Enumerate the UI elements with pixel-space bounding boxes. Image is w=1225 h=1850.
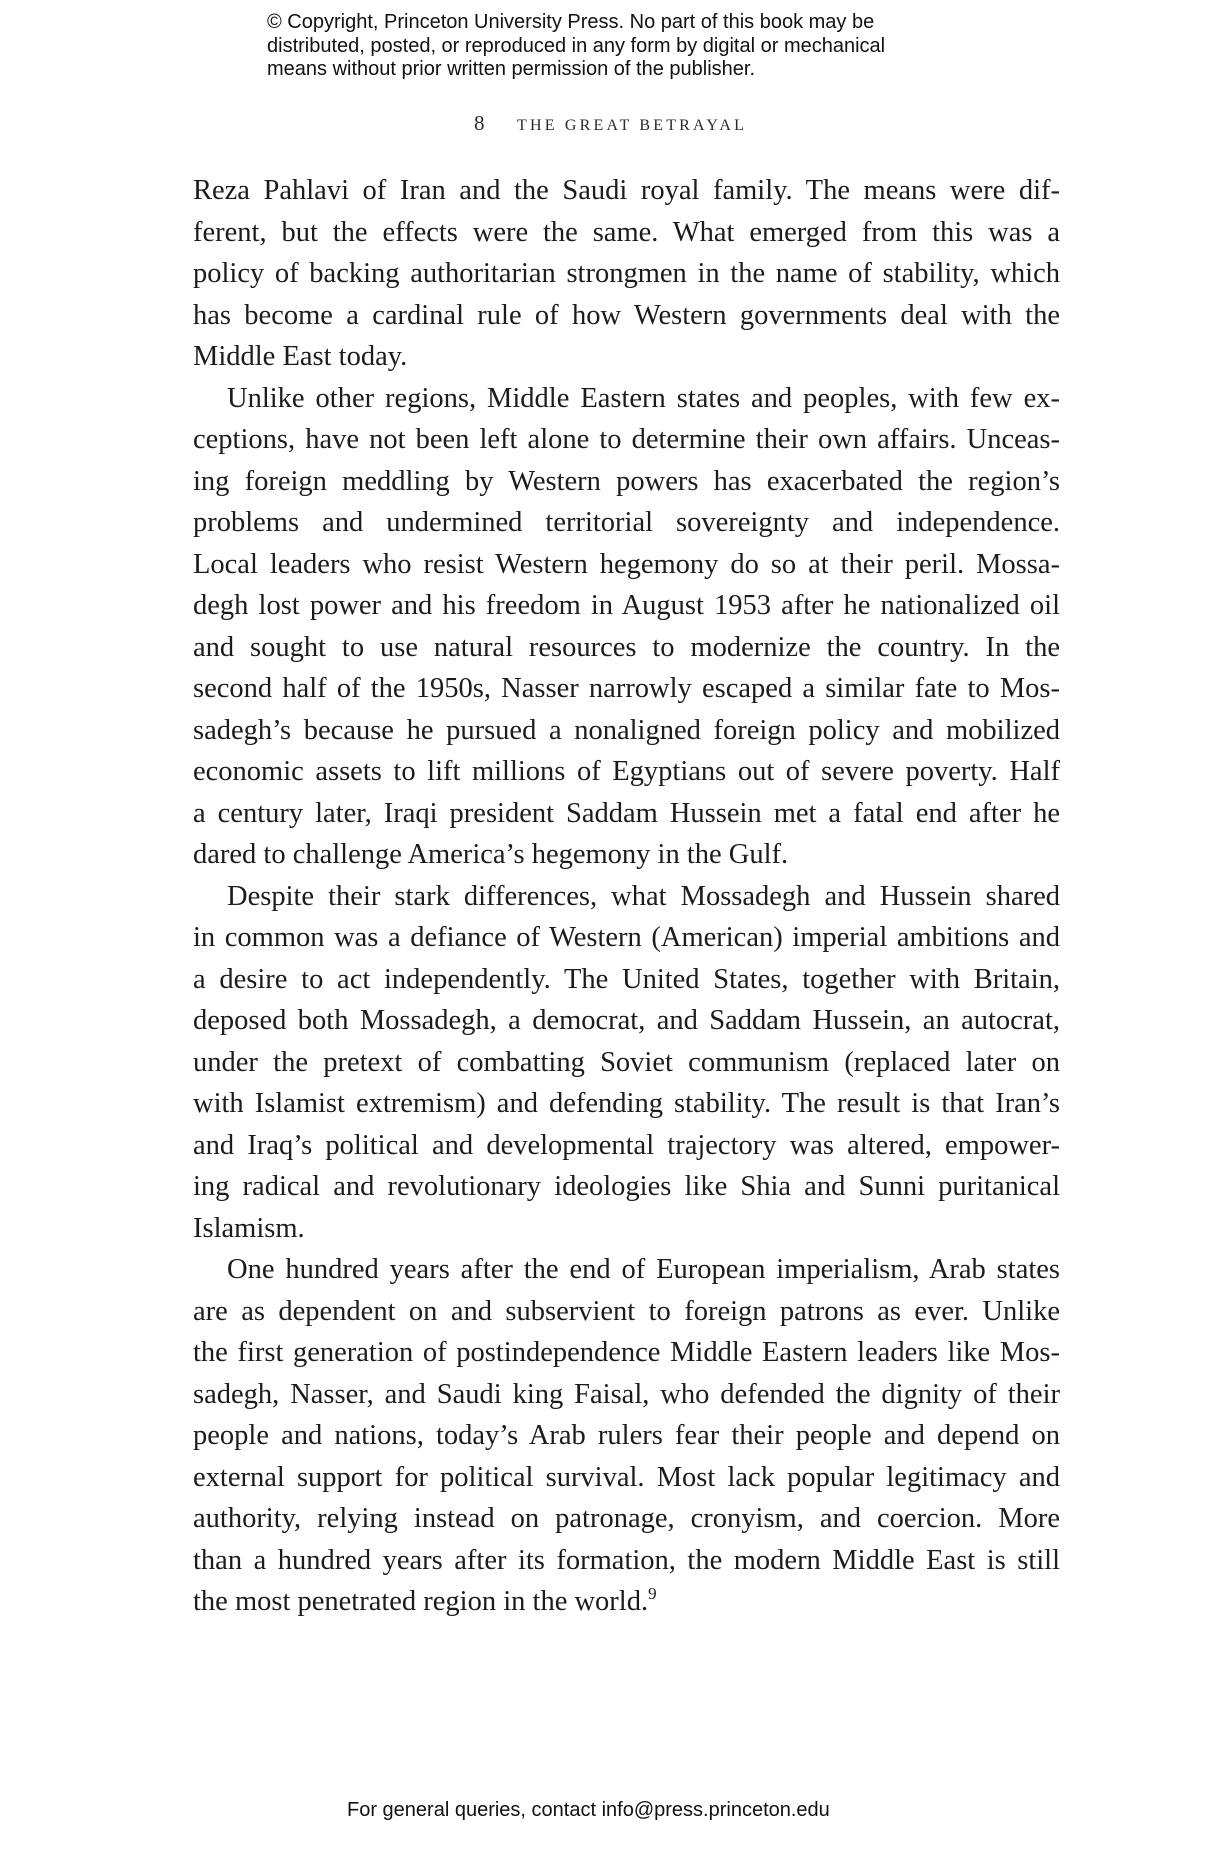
paragraph-4 xyxy=(193,1249,1060,1623)
text-line: Middle East today. xyxy=(193,341,408,372)
text-line: policy of backing authoritarian strongmen in the name of stability, which xyxy=(193,258,1060,289)
copyright-line: distributed, posted, or reproduced in any form by digital or mechanical xyxy=(267,34,886,57)
text-line: Islamism. xyxy=(193,1212,305,1244)
copyright-line: © Copyright, Princeton University Press. No part of this book may be xyxy=(267,11,875,33)
text-line: authority, relying instead on patronage, cronyism, and coercion. More xyxy=(193,1503,1060,1534)
text-line: and sought to use natural resources to modernize the country. In the xyxy=(193,631,1060,663)
contact-footer: For general queries, contact info@press.princeton.edu xyxy=(347,1799,830,1821)
copyright-notice xyxy=(267,11,967,82)
book-title: THE GREAT BETRAYAL xyxy=(517,117,748,134)
text-line: are as dependent on and subservient to foreign patrons as ever. Unlike xyxy=(193,1295,1060,1327)
text-line: ceptions, have not been left alone to determine their own affairs. Unceas- xyxy=(193,424,1060,455)
text-line: dared to challenge America’s hegemony in the Gulf. xyxy=(193,839,789,870)
text-line: deposed both Mossadegh, a democrat, and Saddam Hussein, an autocrat, xyxy=(193,1005,1060,1036)
text-line: and Iraq’s political and developmental trajectory was altered, empower- xyxy=(193,1129,1060,1161)
body-text xyxy=(193,170,1060,1623)
text-line: problems and undermined territorial sovereignty and independence. xyxy=(193,507,1060,538)
page-number: 8 xyxy=(474,111,485,135)
text-line: economic assets to lift millions of Egyptians out of severe poverty. Half xyxy=(193,756,1060,787)
text-line: in common was a defiance of Western (American) imperial ambitions and xyxy=(193,922,1060,953)
text-line: has become a cardinal rule of how Western governments deal with the xyxy=(193,299,1060,331)
text-line: sadegh, Nasser, and Saudi king Faisal, who defended the dignity of their xyxy=(193,1378,1060,1410)
text-line: degh lost power and his freedom in August 1953 after he nationalized oil xyxy=(193,590,1060,621)
paragraph-1 xyxy=(193,170,1060,378)
paragraph-2 xyxy=(193,378,1060,876)
text-line: ing radical and revolutionary ideologies like Shia and Sunni puritanical xyxy=(193,1171,1060,1202)
text-line: the first generation of postindependence Middle Eastern leaders like Mos- xyxy=(193,1337,1060,1368)
text-line: ferent, but the effects were the same. What emerged from this was a xyxy=(193,216,1060,248)
text-line: sadegh’s because he pursued a nonaligned foreign policy and mobilized xyxy=(193,714,1060,746)
text-line: Unlike other regions, Middle Eastern states and peoples, with few ex- xyxy=(227,382,1060,414)
text-line: second half of the 1950s, Nasser narrowly escaped a similar fate to Mos- xyxy=(193,673,1060,704)
text-line: ing foreign meddling by Western powers has exacerbated the region’s xyxy=(193,465,1060,497)
text-line: Reza Pahlavi of Iran and the Saudi royal family. The means were dif- xyxy=(193,175,1060,206)
text-line: external support for political survival. Most lack popular legitimacy and xyxy=(193,1461,1060,1493)
text-line: people and nations, today’s Arab rulers fear their people and depend on xyxy=(193,1420,1060,1451)
text-line: with Islamist extremism) and defending stability. The result is that Iran’s xyxy=(193,1088,1060,1119)
text-line xyxy=(193,1581,1060,1623)
text-line: One hundred years after the end of European imperialism, Arab states xyxy=(227,1254,1060,1285)
text-line: under the pretext of combatting Soviet communism (replaced later on xyxy=(193,1046,1060,1078)
text-line: Local leaders who resist Western hegemony do so at their peril. Mossa- xyxy=(193,548,1060,580)
text-line-content: the most penetrated region in the world. xyxy=(193,1586,649,1617)
text-line: a desire to act independently. The United States, together with Britain, xyxy=(193,963,1060,995)
paragraph-3 xyxy=(193,876,1060,1250)
footnote-reference[interactable]: 9 xyxy=(648,1584,657,1603)
copyright-line: means without prior written permission of the publisher. xyxy=(267,58,756,80)
text-line: Despite their stark differences, what Mossadegh and Hussein shared xyxy=(227,880,1060,912)
text-line: than a hundred years after its formation, the modern Middle East is still xyxy=(193,1544,1060,1576)
running-head xyxy=(474,111,747,139)
text-line: a century later, Iraqi president Saddam Hussein met a fatal end after he xyxy=(193,797,1060,829)
